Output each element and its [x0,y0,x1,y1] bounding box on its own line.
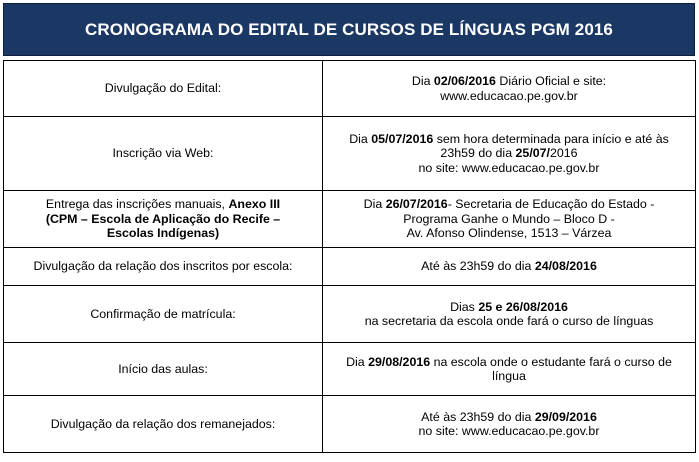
schedule-document [3,3,695,459]
date-cell [323,343,696,396]
table-row [4,286,696,343]
bold-text: 05/07/2016 [371,131,434,146]
bold-text: 02/06/2016 [433,74,496,88]
event-cell [4,343,323,396]
bold-text: 26/07/2016 [385,197,448,212]
bold-text: Anexo III [228,197,281,212]
date-cell [323,117,696,191]
event-cell [4,61,323,117]
cell-text: Diário Oficial e site: [495,74,607,88]
cell-text: no site: www.educacao.pe.gov.br [418,424,600,438]
bold-text: 29/08/2016 [368,354,431,369]
cell-text: Até às 23h59 do dia [421,259,535,274]
table-row [4,117,696,191]
bold-text: 25 e 26/08/2016 [478,299,568,314]
bold-text: Escolas Indígenas) [106,226,220,241]
bold-text: 25/07/ [515,146,550,161]
date-cell [323,61,696,117]
cell-text: Até às 23h59 do dia [421,409,535,424]
cell-text: 2016 [549,146,578,161]
page-title: CRONOGRAMA DO EDITAL DE CURSOS DE LÍNGUAS PGM 2016 [3,3,695,56]
cell-text: Dia [346,354,369,369]
cell-text: Programa Ganhe o Mundo – Bloco D - [403,211,615,226]
cell-text: Divulgação da relação dos remanejados: [50,416,276,431]
schedule-table [3,60,696,453]
cell-text: Confirmação de matrícula: [90,306,236,321]
bold-text: (CPM – Escola de Aplicação do Recife – [45,211,281,226]
table-row [4,191,696,248]
cell-text: língua [492,369,526,383]
table-row [4,396,696,453]
cell-text: Divulgação da relação dos inscritos por escola: [33,259,293,274]
cell-text: na secretaria da escola onde fará o curso de línguas [364,314,654,328]
cell-text: 23h59 do dia [440,146,516,161]
event-cell [4,117,323,191]
cell-text: sem hora determinada para início e até às [433,131,669,146]
cell-text: www.educacao.pe.gov.br [440,88,578,103]
event-cell [4,248,323,286]
cell-text: no site: www.educacao.pe.gov.br [418,160,600,175]
table-row [4,61,696,117]
event-cell [4,396,323,453]
date-cell [323,191,696,248]
bold-text: 24/08/2016 [534,259,597,274]
event-cell [4,286,323,343]
cell-text: Dia [411,74,434,88]
cell-text: Av. Afonso Olindense, 1513 – Várzea [406,226,612,241]
event-cell [4,191,323,248]
date-cell [323,396,696,453]
cell-text: Dia [349,131,372,146]
cell-text: Entrega das inscrições manuais, [45,197,229,212]
date-cell [323,286,696,343]
cell-text: Início das aulas: [118,361,208,376]
date-cell [323,248,696,286]
cell-text: Dias [450,299,479,314]
bold-text: 29/09/2016 [534,409,597,424]
cell-text: Divulgação do Edital: [104,81,222,96]
cell-text: na escola onde o estudante fará o curso de [430,354,672,369]
cell-text: - Secretaria de Educação do Estado - [447,197,655,212]
cell-text: Dia [363,197,386,212]
table-row [4,248,696,286]
cell-text: Inscrição via Web: [112,146,214,161]
table-row [4,343,696,396]
